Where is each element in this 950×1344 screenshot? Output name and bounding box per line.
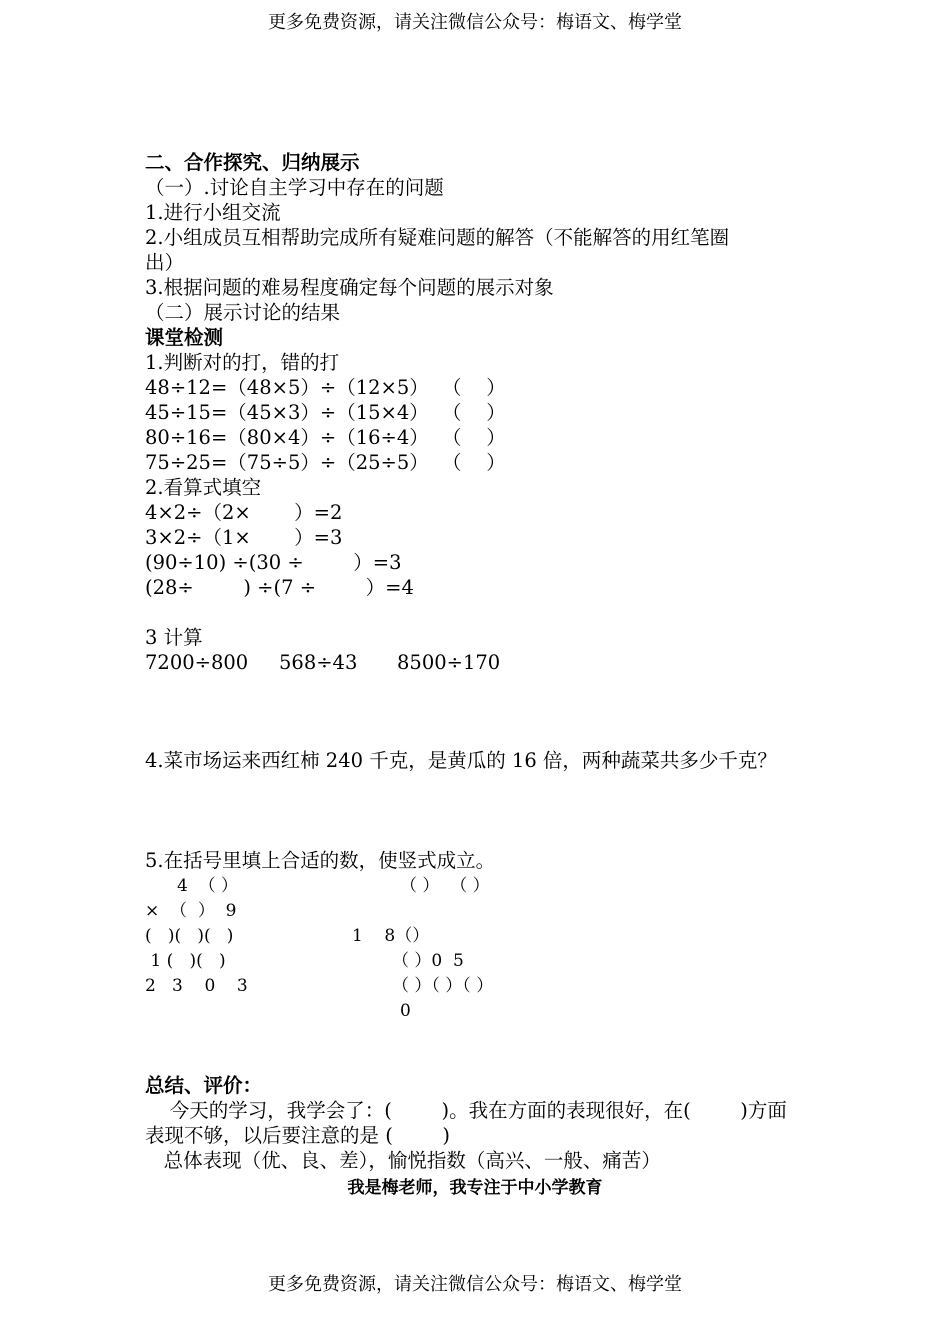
page-header: 更多免费资源，请关注微信公众号：梅语文、梅学堂: [268, 12, 682, 33]
question-2-title: 2.看算式填空: [145, 476, 262, 499]
vertical-calc-right-row: 0: [400, 1001, 411, 1021]
vertical-calc-right-row: （ ） （ ）: [400, 876, 490, 896]
subsection-two: （二）展示讨论的结果: [145, 301, 341, 324]
calc-item: 568÷43: [279, 651, 358, 674]
vertical-calc-left-row: 4 （ ）: [177, 876, 239, 896]
question-1-title: 1.判断对的打，错的打: [145, 351, 340, 374]
list-item: 2.小组成员互相帮助完成所有疑难问题的解答（不能解答的用红笔圈: [145, 226, 730, 249]
list-item: 1.进行小组交流: [145, 201, 281, 224]
list-item: 3.根据问题的难易程度确定每个问题的展示对象: [145, 276, 554, 299]
summary-title: 总结、评价：: [145, 1074, 263, 1097]
answer-blank: （ ）: [442, 451, 506, 474]
fill-expression: (90÷10) ÷(30 ÷ ）=3: [145, 551, 402, 574]
answer-blank: （ ）: [442, 401, 506, 424]
subsection-one: （一）.讨论自主学习中存在的问题: [145, 176, 444, 199]
vertical-calc-right-row: 1 8（）: [352, 926, 430, 946]
calc-item: 8500÷170: [397, 651, 501, 674]
judge-expression: 80÷16=（80×4）÷（16÷4）: [145, 426, 429, 449]
check-title: 课堂检测: [145, 326, 224, 349]
vertical-calc-right-row: （ ）0 5: [392, 951, 464, 971]
summary-line: 今天的学习，我学会了：( )。我在方面的表现很好，在( )方面: [145, 1099, 787, 1122]
section-title: 二、合作探究、归纳展示: [145, 151, 360, 174]
judge-expression: 45÷15=（45×3）÷（15×4）: [145, 401, 429, 424]
vertical-calc-left-row: 2 3 0 3: [145, 976, 248, 996]
vertical-calc-left-row: × （ ） 9: [145, 901, 237, 921]
judge-expression: 48÷12=（48×5）÷（12×5）: [145, 376, 429, 399]
signature-line: 我是梅老师，我专注于中小学教育: [347, 1178, 603, 1198]
calc-item: 7200÷800: [145, 651, 249, 674]
question-4: 4.菜市场运来西红柿 240 千克，是黄瓜的 16 倍，两种蔬菜共多少千克？: [145, 749, 777, 772]
fill-expression: 3×2÷（1× ）=3: [145, 526, 343, 549]
judge-expression: 75÷25=（75÷5）÷（25÷5）: [145, 451, 429, 474]
answer-blank: （ ）: [442, 426, 506, 449]
page-footer: 更多免费资源，请关注微信公众号：梅语文、梅学堂: [268, 1274, 682, 1295]
summary-line: 总体表现（优、良、差），愉悦指数（高兴、一般、痛苦）: [145, 1149, 661, 1172]
summary-line: 表现不够，以后要注意的是 ( ): [145, 1124, 451, 1147]
fill-expression: 4×2÷（2× ）=2: [145, 501, 343, 524]
vertical-calc-left-row: 1 ( )( ): [145, 951, 226, 971]
vertical-calc-right-row: （ ）（ ）（ ）: [392, 976, 494, 996]
vertical-calc-left-row: ( )( )( ): [145, 926, 234, 946]
list-item-continued: 出）: [145, 251, 185, 274]
fill-expression: (28÷ ) ÷(7 ÷ ）=4: [145, 576, 414, 599]
answer-blank: （ ）: [442, 376, 506, 399]
question-5-title: 5.在括号里填上合适的数，使竖式成立。: [145, 849, 496, 872]
question-3-title: 3 计算: [145, 626, 203, 649]
